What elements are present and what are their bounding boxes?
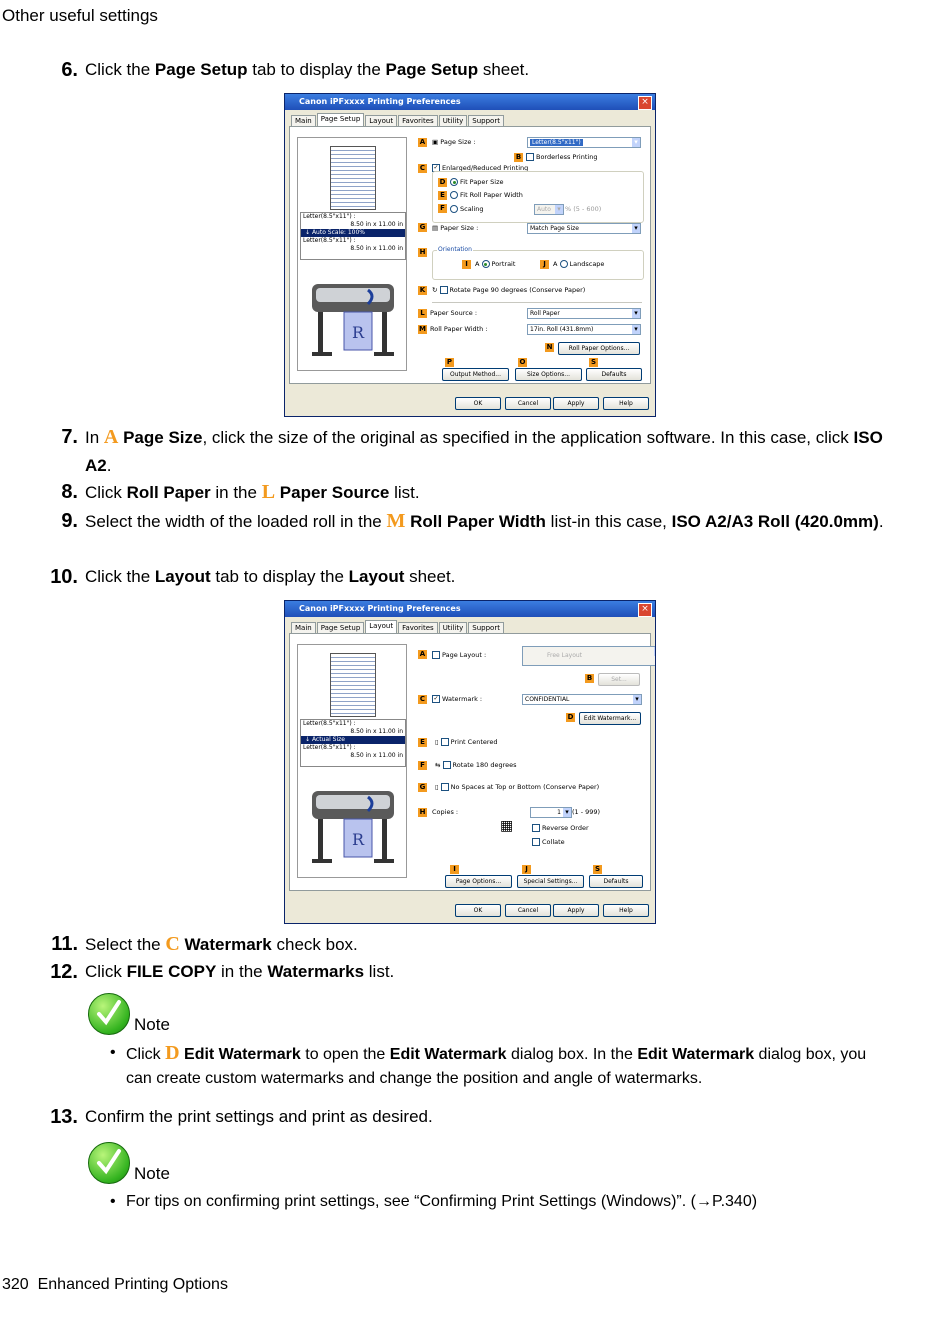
landscape-text: Landscape	[569, 260, 605, 268]
bold-term: ISO A2/A3 Roll (420.0mm)	[671, 512, 879, 531]
label-f: F	[418, 761, 427, 770]
label-m: M	[419, 325, 426, 333]
rotate-text: Rotate Page 90 degrees (Conserve Paper)	[449, 286, 586, 294]
step-number: 9.	[61, 510, 78, 532]
page-layout-text: Page Layout :	[442, 651, 487, 659]
step-text: Select the C Watermark check box.	[85, 933, 358, 955]
page-layout-select[interactable]: Free Layout ▾	[522, 646, 656, 666]
ok-button[interactable]: OK	[455, 397, 501, 410]
preview-pane	[297, 137, 407, 371]
label-c: C	[419, 164, 426, 172]
defaults-button[interactable]: Defaults	[586, 368, 642, 381]
copies-input[interactable]: 1 ▾	[530, 807, 572, 818]
size-dims: 8.50 in x 11.00 in	[350, 728, 403, 735]
scaling-radio[interactable]	[450, 205, 484, 214]
collate-checkbox[interactable]	[532, 838, 565, 847]
paper-size-label-text: Paper Size :	[440, 224, 479, 232]
note-title: Note	[134, 1164, 170, 1183]
output-method-button[interactable]: Output Method...	[442, 368, 509, 381]
scale-text: ↓ Auto Scale: 100%	[301, 229, 405, 237]
bold-term: Page Size	[123, 428, 203, 447]
help-button[interactable]: Help	[603, 397, 649, 410]
enlarged-text: Enlarged/Reduced Printing	[442, 164, 529, 172]
step-number: 8.	[61, 481, 78, 503]
enlarged-checkbox[interactable]: ✓ Enlarged/Reduced Printing	[433, 164, 529, 172]
page-footer	[2, 1276, 228, 1294]
footer-title: Enhanced Printing Options	[37, 1276, 228, 1293]
note-check-icon	[88, 993, 130, 1035]
apply-button[interactable]: Apply	[553, 904, 599, 917]
step-number: 6.	[61, 59, 78, 81]
label-a: A	[419, 138, 426, 146]
step-text: Click the Layout tab to display the Layout sheet.	[85, 567, 456, 586]
size-info	[300, 719, 406, 767]
bold-term: Roll Paper Width	[410, 512, 546, 531]
step-text: In A Page Size, click the size of the original as specified in the application software. In this case, click ISO A2.	[85, 426, 883, 475]
label-a: A	[419, 650, 426, 658]
help-button[interactable]: Help	[603, 904, 649, 917]
tab-page-setup[interactable]: Page Setup	[317, 622, 365, 633]
bullet-icon: •	[110, 1044, 116, 1061]
copies-label: Copies :	[432, 808, 459, 816]
tab-layout[interactable]: Layout	[365, 115, 397, 126]
callout-letter: C	[165, 933, 180, 955]
page-size-label: ▣ Page Size :	[432, 138, 476, 146]
bold-term: Page Setup	[385, 60, 479, 79]
step-text: Click Roll Paper in the L Paper Source list.	[85, 481, 420, 503]
fit-roll-text: Fit Roll Paper Width	[460, 191, 523, 199]
size-options-button[interactable]: Size Options...	[515, 368, 582, 381]
reverse-text: Reverse Order	[542, 824, 589, 832]
ok-button[interactable]: OK	[455, 904, 501, 917]
svg-text:R: R	[352, 323, 365, 342]
bold-term: FILE COPY	[126, 962, 217, 981]
tab-utility[interactable]: Utility	[439, 622, 468, 633]
no-spaces-checkbox[interactable]: ▯ No Spaces at Top or Bottom (Conserve Paper)	[435, 783, 600, 791]
layout-dialog	[284, 600, 656, 924]
bold-term: Edit Watermark	[389, 1046, 507, 1063]
svg-text:R: R	[352, 830, 365, 849]
label-c: C	[419, 695, 426, 703]
bold-term: Page Setup	[154, 60, 248, 79]
label-e: E	[438, 191, 447, 200]
step-number: 13.	[50, 1106, 78, 1128]
set-button[interactable]: Set...	[598, 673, 640, 686]
page-preview	[330, 653, 376, 717]
label-l: L	[418, 309, 427, 318]
label-i: I	[450, 865, 459, 874]
label-j: J	[522, 865, 531, 874]
page-size-value: Letter(8.5"x11")	[532, 139, 581, 146]
label-h: H	[419, 248, 426, 256]
bold-term: Edit Watermark	[184, 1046, 301, 1063]
bold-term: Edit Watermark	[637, 1046, 755, 1063]
print-centered-checkbox[interactable]: ▯ Print Centered	[435, 738, 498, 746]
copies-range: (1 - 999)	[572, 808, 601, 816]
scale-text: ↓ Actual Size	[301, 736, 405, 744]
tab-page-setup[interactable]: Page Setup	[317, 113, 365, 126]
bold-term: Paper Source	[279, 483, 390, 502]
tab-main[interactable]: Main	[291, 115, 316, 126]
paper-source-label: Paper Source :	[430, 309, 478, 317]
edit-watermark-button[interactable]: Edit Watermark...	[579, 712, 641, 725]
watermark-checkbox[interactable]: ✓ Watermark :	[433, 695, 483, 703]
step-number: 10.	[50, 566, 78, 588]
tab-favorites[interactable]: Favorites	[398, 115, 438, 126]
page-preview	[330, 146, 376, 210]
close-icon[interactable]: ×	[638, 96, 652, 110]
step-text: Click the Page Setup tab to display the Page Setup sheet.	[85, 60, 530, 79]
size-line2: Letter(8.5"x11") :	[303, 237, 356, 244]
borderless-checkbox[interactable]	[526, 153, 597, 162]
label-o: O	[519, 358, 526, 366]
bold-term: ISO A2	[85, 428, 883, 475]
tab-favorites[interactable]: Favorites	[398, 622, 438, 633]
size-info	[300, 212, 406, 260]
note-check-icon	[88, 1142, 130, 1184]
tab-utility[interactable]: Utility	[439, 115, 468, 126]
roll-width-select[interactable]: 17in. Roll (431.8mm) ▾	[527, 324, 641, 335]
size-dims-2: 8.50 in x 11.00 in	[350, 752, 403, 759]
orientation-title: Orientation	[438, 246, 472, 253]
size-dims: 8.50 in x 11.00 in	[350, 221, 403, 228]
landscape-radio[interactable]: A Landscape	[553, 260, 605, 268]
preview-pane	[297, 644, 407, 878]
step-number: 11.	[51, 933, 78, 955]
bold-term: Layout	[154, 567, 211, 586]
label-p: P	[446, 358, 453, 366]
scale-value: Auto Scale: 100%	[311, 229, 365, 236]
size-dims-2: 8.50 in x 11.00 in	[350, 245, 403, 252]
paper-size-label: ▤ Paper Size :	[432, 224, 479, 232]
tab-support[interactable]: Support	[468, 622, 504, 633]
label-g: G	[419, 223, 426, 231]
callout-letter: D	[165, 1042, 180, 1064]
page-size-label-text: Page Size :	[440, 138, 476, 146]
special-settings-button[interactable]: Special Settings...	[517, 875, 584, 888]
dialog-title: Canon iPFxxxx Printing Preferences	[285, 601, 655, 617]
callout-letter: M	[386, 510, 406, 532]
paper-source-select[interactable]: Roll Paper ▾	[527, 308, 641, 319]
divider	[432, 302, 642, 303]
label-i: I	[462, 260, 471, 269]
scaling-text: Scaling	[460, 205, 484, 213]
note-title: Note	[134, 1015, 170, 1034]
label-e: E	[418, 738, 427, 747]
page-setup-panel	[289, 126, 651, 384]
bold-term: Watermarks	[267, 962, 365, 981]
size-line1: Letter(8.5"x11") :	[303, 213, 356, 220]
scaling-range: % (5 - 600)	[565, 205, 602, 213]
step-text: Select the width of the loaded roll in the M Roll Paper Width list-in this case, ISO A2/A3 Roll (420.0mm).	[85, 510, 884, 532]
printer-icon	[308, 268, 398, 360]
label-b: B	[586, 674, 593, 682]
size-line1: Letter(8.5"x11") :	[303, 720, 356, 727]
no-spaces-text: No Spaces at Top or Bottom (Conserve Paper)	[450, 783, 600, 791]
note-text: For tips on confirming print settings, see “Confirming Print Settings (Windows)”. (→P.340)	[126, 1193, 758, 1210]
page-number: 320	[2, 1276, 29, 1293]
page-layout-checkbox[interactable]	[432, 651, 486, 660]
label-j: J	[540, 260, 549, 269]
bullet-icon: •	[110, 1193, 116, 1210]
roll-width-label: Roll Paper Width :	[430, 325, 488, 333]
copies-icon: ▦	[500, 818, 514, 834]
portrait-text: Portrait	[491, 260, 516, 268]
label-f: F	[438, 204, 447, 213]
rotate180-checkbox[interactable]: ⇆ Rotate 180 degrees	[435, 761, 517, 769]
roll-options-button[interactable]: Roll Paper Options...	[558, 342, 640, 355]
rotate180-text: Rotate 180 degrees	[452, 761, 517, 769]
label-n: N	[546, 343, 553, 351]
callout-letter: A	[103, 426, 119, 448]
tab-layout[interactable]: Layout	[365, 620, 397, 633]
fit-paper-radio[interactable]	[450, 178, 504, 187]
dialog-title: Canon iPFxxxx Printing Preferences	[285, 94, 655, 110]
cancel-button[interactable]: Cancel	[505, 397, 551, 410]
reverse-checkbox[interactable]	[532, 824, 589, 833]
scaling-input[interactable]: Auto ▾	[534, 204, 564, 215]
page-options-button[interactable]: Page Options...	[445, 875, 512, 888]
fit-paper-text: Fit Paper Size	[460, 178, 504, 186]
label-s: S	[590, 358, 597, 366]
label-b: B	[515, 153, 522, 161]
watermark-select[interactable]: CONFIDENTIAL ▾	[522, 694, 642, 705]
page-size-select[interactable]	[527, 137, 641, 148]
tab-support[interactable]: Support	[468, 115, 504, 126]
print-centered-text: Print Centered	[450, 738, 498, 746]
label-d: D	[567, 713, 574, 721]
size-line2: Letter(8.5"x11") :	[303, 744, 356, 751]
label-h: H	[419, 808, 426, 816]
label-g: G	[419, 783, 426, 791]
step-number: 12.	[50, 961, 78, 983]
bold-term: Watermark	[184, 935, 272, 954]
bold-term: Roll Paper	[126, 483, 211, 502]
step-text: Click FILE COPY in the Watermarks list.	[85, 962, 395, 981]
fit-roll-radio[interactable]	[450, 191, 523, 200]
portrait-radio[interactable]: A Portrait	[475, 260, 516, 268]
scale-value: Actual Size	[311, 736, 345, 743]
collate-text: Collate	[542, 838, 565, 846]
label-s: S	[594, 865, 601, 873]
borderless-text: Borderless Printing	[536, 153, 598, 161]
step-text: Confirm the print settings and print as desired.	[85, 1107, 433, 1126]
paper-size-select[interactable]: Match Page Size ▾	[527, 223, 641, 234]
bold-term: Layout	[348, 567, 405, 586]
step-number: 7.	[61, 426, 78, 448]
apply-button[interactable]: Apply	[553, 397, 599, 410]
defaults-button[interactable]: Defaults	[589, 875, 643, 888]
rotate-checkbox[interactable]: ↻ Rotate Page 90 degrees (Conserve Paper)	[432, 286, 586, 294]
label-d: D	[439, 178, 446, 186]
cancel-button[interactable]: Cancel	[505, 904, 551, 917]
close-icon[interactable]: ×	[638, 603, 652, 617]
section-header: Other useful settings	[2, 6, 158, 25]
page-setup-dialog	[284, 93, 656, 417]
printer-icon	[308, 775, 398, 867]
label-k: K	[419, 286, 426, 294]
note-text: Click D Edit Watermark to open the Edit Watermark dialog box. In the Edit Watermark dialog box, you can create custom watermarks and change the position and angle of watermarks.	[126, 1042, 867, 1087]
tab-main[interactable]: Main	[291, 622, 316, 633]
watermark-text: Watermark :	[442, 695, 483, 703]
callout-letter: L	[261, 481, 276, 503]
layout-panel	[289, 633, 651, 891]
